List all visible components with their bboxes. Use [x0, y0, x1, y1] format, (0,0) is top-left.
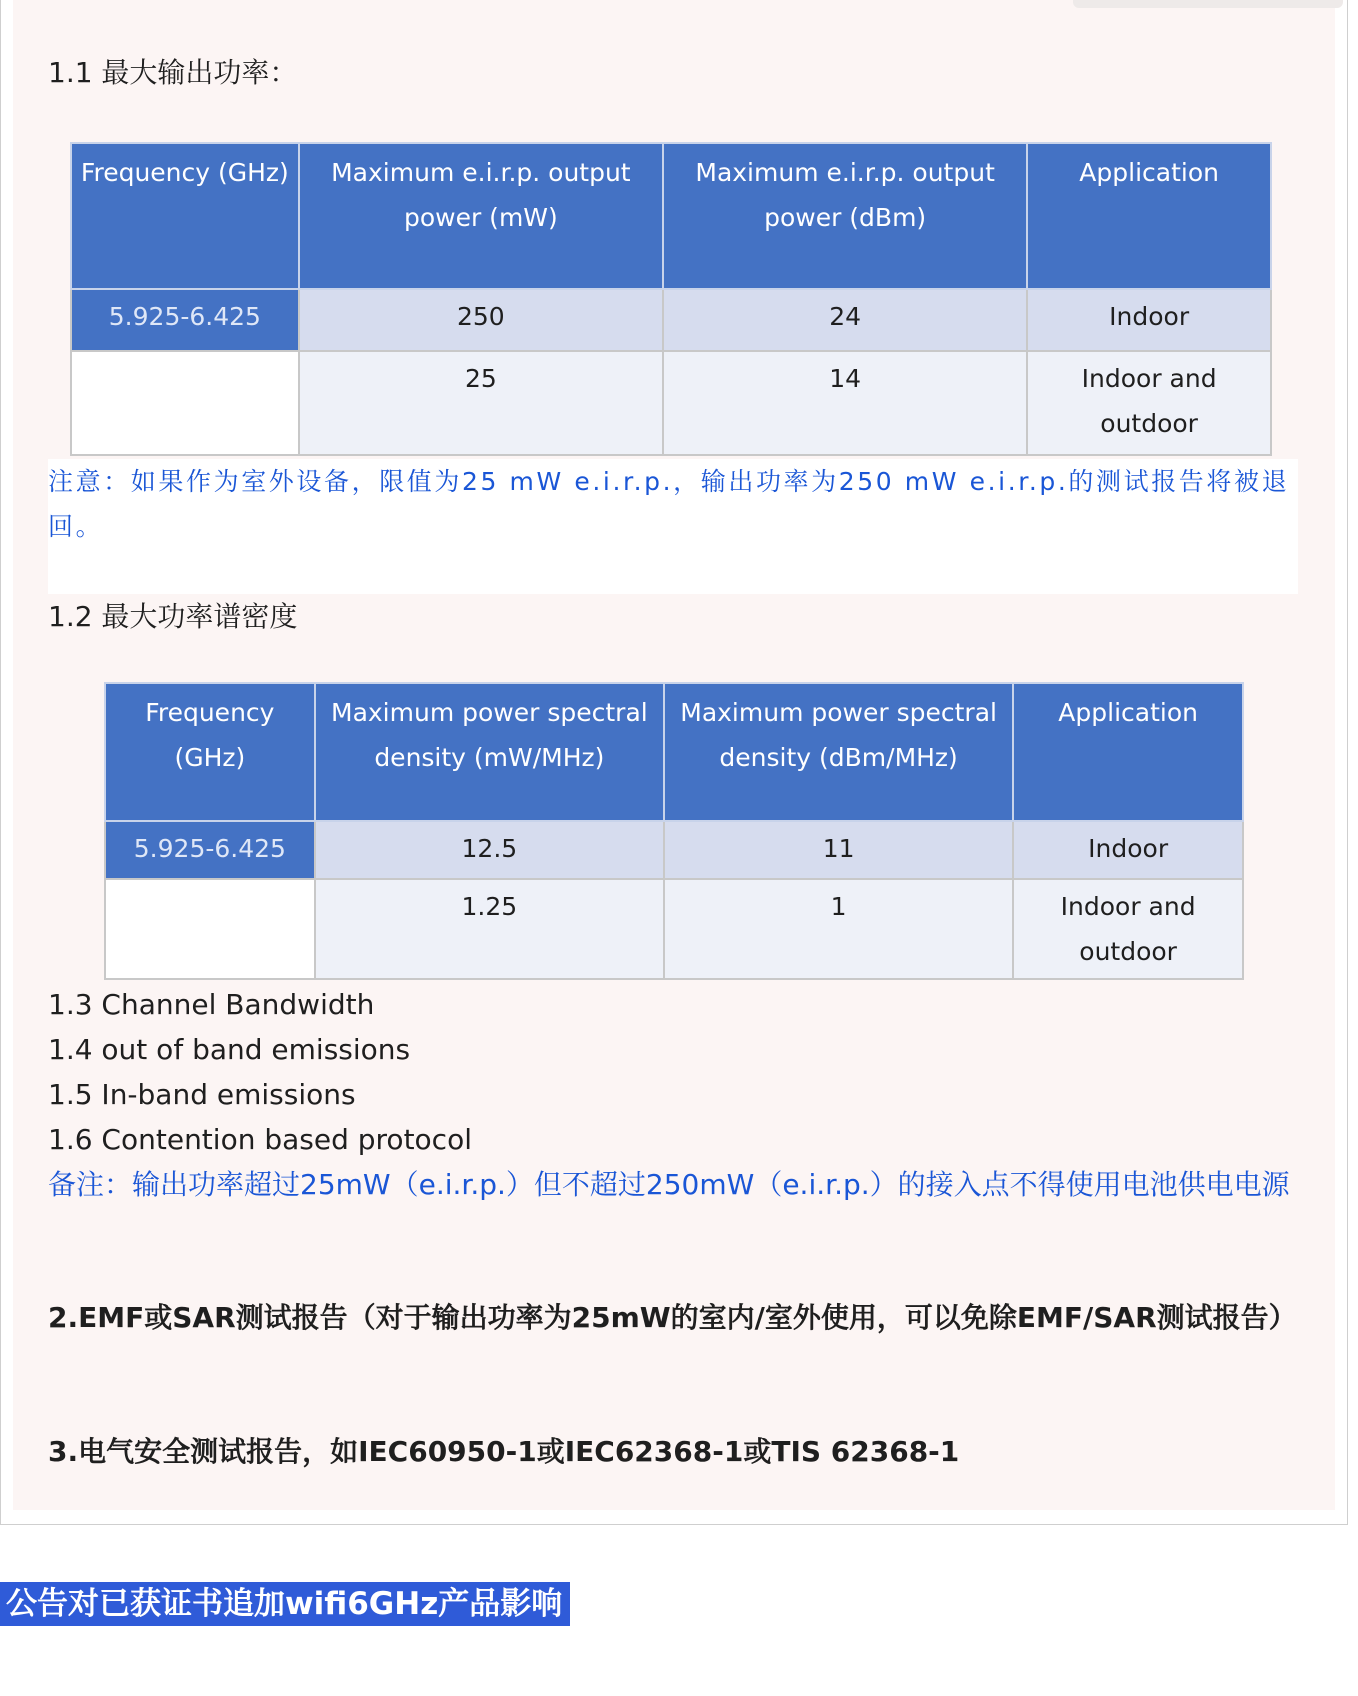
item-contention-protocol: 1.6 Contention based protocol [48, 1123, 472, 1156]
power-dbm-cell: 14 [663, 351, 1027, 455]
frequency-cell [105, 879, 315, 979]
table-row [105, 821, 1243, 879]
table-row [105, 879, 1243, 979]
max-psd-table [104, 682, 1244, 980]
power-mw-cell: 25 [299, 351, 663, 455]
application-cell: Indoor and outdoor [1013, 879, 1243, 979]
frequency-cell [71, 351, 299, 455]
table-row [71, 289, 1271, 351]
column-header-psd-dbm: Maximum power spectral density (dBm/MHz) [664, 683, 1013, 821]
psd-mw-cell: 1.25 [315, 879, 664, 979]
item-out-of-band-emissions: 1.4 out of band emissions [48, 1033, 411, 1066]
power-dbm-cell: 24 [663, 289, 1027, 351]
section-1-1-heading: 1.1 最大输出功率： [48, 56, 298, 89]
column-header-application: Application [1027, 143, 1271, 289]
emf-sar-item: 2.EMF或SAR测试报告（对于输出功率为25mW的室内/室外使用，可以免除EMF/SAR测试报告） [48, 1301, 1297, 1334]
application-cell: Indoor [1013, 821, 1243, 879]
psd-mw-cell: 12.5 [315, 821, 664, 879]
card-edge [1073, 0, 1343, 8]
column-header-power-dbm: Maximum e.i.r.p. output power (dBm) [663, 143, 1027, 289]
item-in-band-emissions: 1.5 In-band emissions [48, 1078, 356, 1111]
section-banner: 公告对已获证书追加wifi6GHz产品影响 [0, 1582, 570, 1626]
table-header-row [71, 143, 1271, 289]
outdoor-limit-note: 注意：如果作为室外设备，限值为25 mW e.i.r.p.，输出功率为250 mW e.i.r.p.的测试报告将被退回。 [48, 459, 1298, 594]
column-header-frequency: Frequency (GHz) [71, 143, 299, 289]
electrical-safety-item: 3.电气安全测试报告，如IEC60950-1或IEC62368-1或TIS 62368-1 [48, 1435, 960, 1468]
battery-power-note: 备注：输出功率超过25mW（e.i.r.p.）但不超过250mW（e.i.r.p.）的接入点不得使用电池供电电源 [48, 1168, 1290, 1201]
application-cell: Indoor [1027, 289, 1271, 351]
column-header-power-mw: Maximum e.i.r.p. output power (mW) [299, 143, 663, 289]
max-output-power-table [70, 142, 1272, 456]
column-header-psd-mw: Maximum power spectral density (mW/MHz) [315, 683, 664, 821]
frequency-cell: 5.925-6.425 [71, 289, 299, 351]
section-1-2-heading: 1.2 最大功率谱密度 [48, 600, 298, 633]
power-mw-cell: 250 [299, 289, 663, 351]
column-header-frequency: Frequency (GHz) [105, 683, 315, 821]
table-row [71, 351, 1271, 455]
column-header-application: Application [1013, 683, 1243, 821]
application-cell: Indoor and outdoor [1027, 351, 1271, 455]
table-header-row [105, 683, 1243, 821]
psd-dbm-cell: 11 [664, 821, 1013, 879]
item-channel-bandwidth: 1.3 Channel Bandwidth [48, 988, 375, 1021]
psd-dbm-cell: 1 [664, 879, 1013, 979]
frequency-cell: 5.925-6.425 [105, 821, 315, 879]
